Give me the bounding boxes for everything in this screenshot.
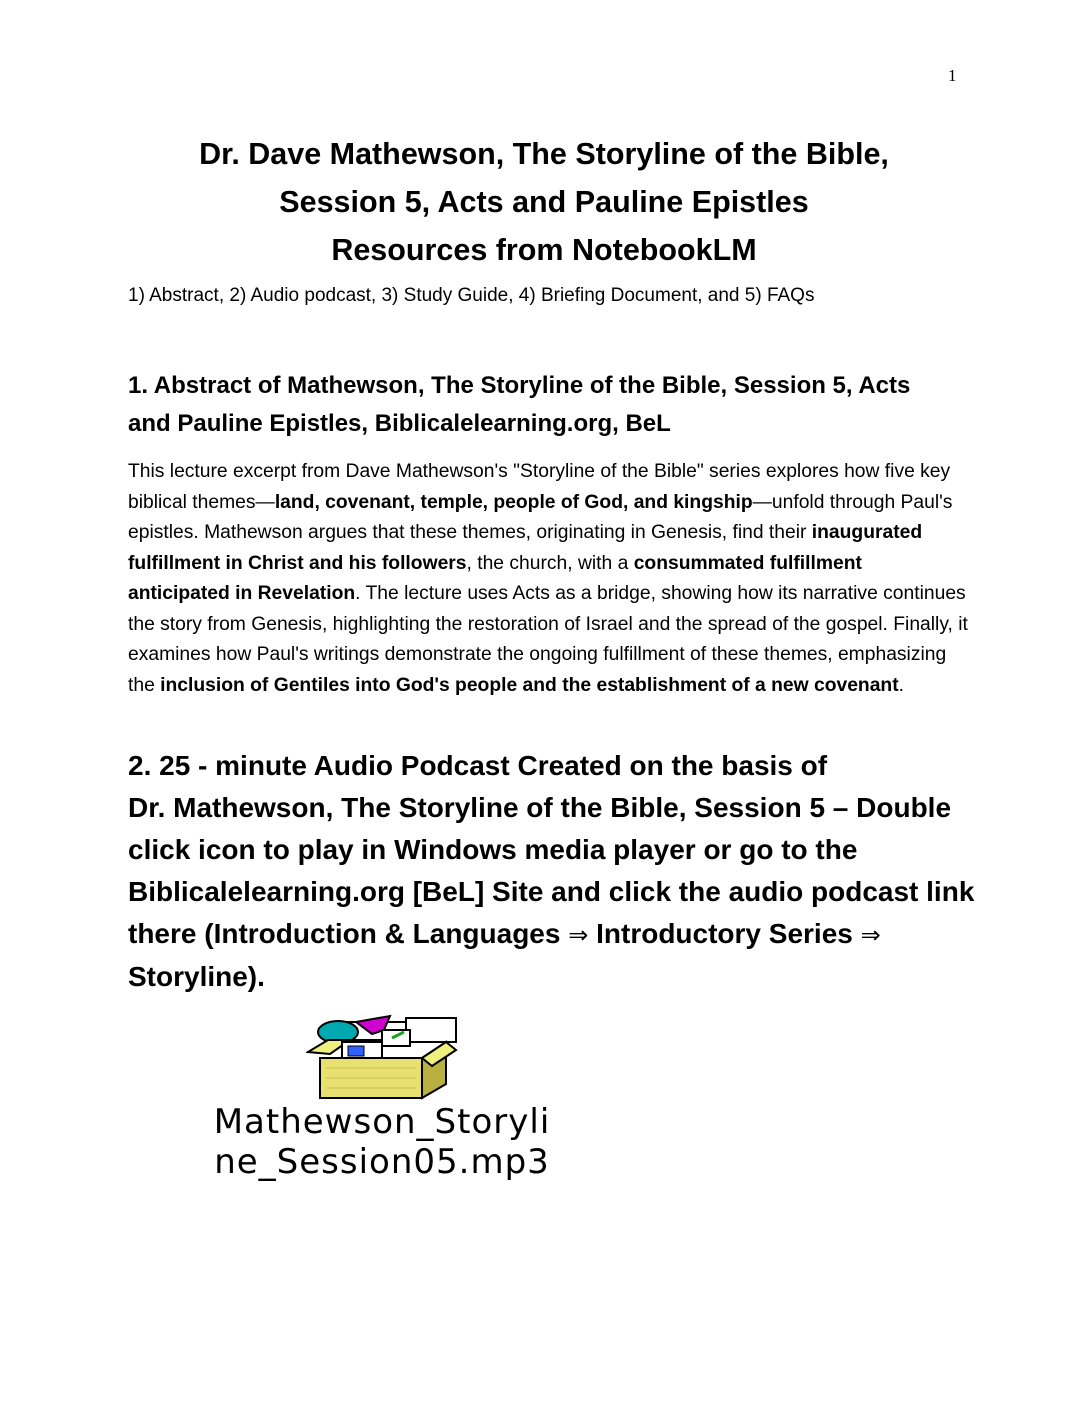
resources-list: 1) Abstract, 2) Audio podcast, 3) Study Guide, 4) Briefing Document, and 5) FAQs xyxy=(128,285,815,306)
abstract-bold-inaugurated: inaugurated fulfillment in Christ and his followers xyxy=(128,522,923,574)
podcast-heading-line-2: Dr. Mathewson, The Storyline of the Bible, Session 5 – Double xyxy=(128,792,952,823)
podcast-heading xyxy=(128,745,978,998)
abstract-text-5: . xyxy=(898,674,904,696)
podcast-heading-line-6: Storyline). xyxy=(128,961,265,992)
podcast-heading-line-3: click icon to play in Windows media player or go to the xyxy=(128,834,858,865)
podcast-path-start: there (Introduction & Languages xyxy=(128,918,569,949)
title-line-1: Dr. Dave Mathewson, The Storyline of the Bible, xyxy=(199,137,889,171)
abstract-text-1: This lecture excerpt from Dave Mathewson's "Storyline of the Bible" series explores how five key biblical themes— xyxy=(128,461,951,513)
title-line-3: Resources from NotebookLM xyxy=(331,233,757,267)
document-title xyxy=(60,130,1028,274)
right-arrow-icon: ⇒ xyxy=(568,921,589,949)
abstract-text-4: . The lecture uses Acts as a bridge, showing how its narrative continues the story from Genesis, highlighting the restoration of Israel and the spread of the gospel. Finally, it examines how Paul's writings demonstrate the ongoing fulfillment of these themes, emphasizing the xyxy=(128,583,968,696)
podcast-heading-line-1: 2. 25 - minute Audio Podcast Created on the basis of xyxy=(128,750,828,781)
abstract-text-3: , the church, with a xyxy=(466,552,634,574)
abstract-bold-consummated: consummated fulfillment anticipated in Revelation xyxy=(128,552,862,604)
media-package-icon[interactable] xyxy=(306,1012,466,1102)
abstract-heading-line-1: 1. Abstract of Mathewson, The Storyline of the Bible, Session 5, Acts xyxy=(128,372,911,399)
podcast-heading-line-5 xyxy=(128,913,978,956)
title-line-2: Session 5, Acts and Pauline Epistles xyxy=(279,185,809,219)
page-number: 1 xyxy=(948,66,957,85)
audio-file-name-line-1: Mathewson_Storyli xyxy=(213,1102,551,1142)
abstract-bold-inclusion: inclusion of Gentiles into God's people and the establishment of a new covenant xyxy=(160,674,899,696)
abstract-paragraph xyxy=(128,457,968,701)
right-arrow-icon: ⇒ xyxy=(860,921,881,949)
podcast-path-middle: Introductory Series xyxy=(588,918,861,949)
abstract-bold-themes: land, covenant, temple, people of God, and kingship xyxy=(274,491,753,513)
audio-file-link[interactable] xyxy=(132,1102,632,1182)
audio-file-name-line-2: ne_Session05.mp3 xyxy=(214,1142,550,1182)
abstract-heading xyxy=(128,367,968,443)
abstract-heading-line-2: and Pauline Epistles, Biblicalelearning.org, BeL xyxy=(128,410,671,437)
podcast-heading-line-4: Biblicalelearning.org [BeL] Site and click the audio podcast link xyxy=(128,876,975,907)
media-package-icon-graphic xyxy=(306,1012,466,1102)
abstract-text-2: —unfold through Paul's epistles. Mathewson argues that these themes, originating in Genesis, find their xyxy=(128,491,953,543)
